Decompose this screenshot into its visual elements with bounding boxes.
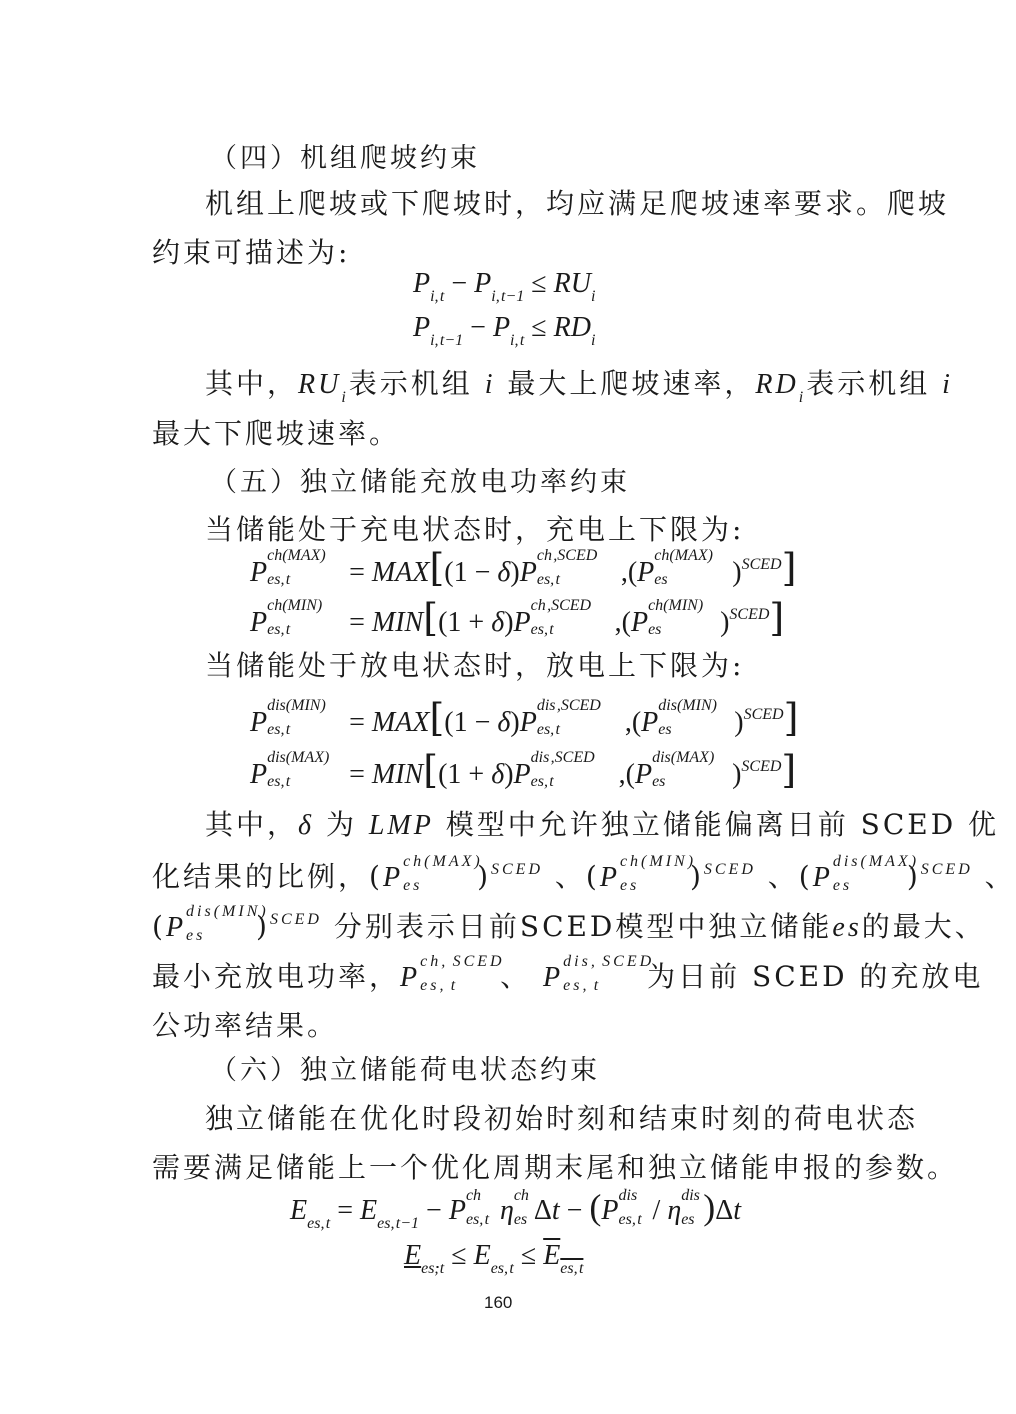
soc-body-line2: 需要满足储能上一个优化周期末尾和独立储能申报的参数。 xyxy=(152,1151,959,1184)
ramp-note-line1: 其中，$RU_i$表示机组 i 最大上爬坡速率，$RD_i$表示机组 i xyxy=(205,367,953,406)
storage-note-line4: 最小充放电功率，P ch, SCED es, t 、 P dis, SCED es, t 为日前 SCED 的充放电 xyxy=(152,952,984,994)
ramp-intro-line1: 机组上爬坡或下爬坡时，均应满足爬坡速率要求。爬坡 xyxy=(205,187,950,220)
equation-discharge-max: P dis(MAX) es, t = MIN[(1 + δ)P dis ,SCED es, t ,(P dis(MAX) es )$^{SCED}$] xyxy=(250,748,797,792)
equation-charge-max: P ch(MAX) es, t = MAX[(1 − δ)P ch ,SCED es, t ,(P ch(MAX) es )$^{SCED}$] xyxy=(250,546,797,590)
equation-soc-balance: $E_{es, t} = E_{es, t-1} - P$ ch es, t η ch es Δt − (P dis es, t / η dis es )Δt xyxy=(290,1186,741,1232)
discharge-intro: 当储能处于放电状态时，放电上下限为: xyxy=(205,649,745,682)
section-heading-soc: （六）独立储能荷电状态约束 xyxy=(210,1055,600,1086)
ramp-intro-line2: 约束可描述为: xyxy=(152,236,351,269)
section-heading-storage-power: （五）独立储能充放电功率约束 xyxy=(210,467,630,498)
equation-soc-bounds: $E_{es, t} \le E_{es, t} \le E_{es, t}$ xyxy=(404,1240,584,1277)
storage-note-line3: (P dis(MIN) es )$^{SCED}$ 分别表示日前SCED模型中独立储能es的最大、 xyxy=(152,902,986,944)
storage-note-line2: 化结果的比例，(P ch(MAX) es )$^{SCED}$ 、(P ch(MIN) es )$^{SCED}$ 、(P dis(MAX) es )$^{SCED}$ 、 xyxy=(152,852,1016,894)
charge-intro: 当储能处于充电状态时，充电上下限为: xyxy=(205,513,745,546)
ramp-note-line2: 最大下爬坡速率。 xyxy=(152,417,401,450)
equation-ramp-down: $P_{i, t-1} - P_{i, t} \le RD_i$ xyxy=(413,312,596,349)
equation-discharge-min: P dis(MIN) es, t = MAX[(1 − δ)P dis ,SCED es, t ,(P dis(MIN) es )$^{SCED}$] xyxy=(250,696,799,740)
page-number: 160 xyxy=(484,1293,513,1312)
equation-ramp-up: $P_{i, t} - P_{i, t-1} \le RU_i$ xyxy=(413,268,596,305)
section-heading-ramp: （四）机组爬坡约束 xyxy=(210,143,480,174)
storage-note-line5: 公功率结果。 xyxy=(152,1009,339,1042)
storage-note-line1: 其中，δ 为 LMP 模型中允许独立储能偏离日前 SCED 优 xyxy=(205,808,1000,841)
equation-charge-min: P ch(MIN) es, t = MIN[(1 + δ)P ch ,SCED es, t ,(P ch(MIN) es )$^{SCED}$] xyxy=(250,596,785,640)
soc-body-line1: 独立储能在优化时段初始时刻和结束时刻的荷电状态 xyxy=(205,1102,919,1135)
